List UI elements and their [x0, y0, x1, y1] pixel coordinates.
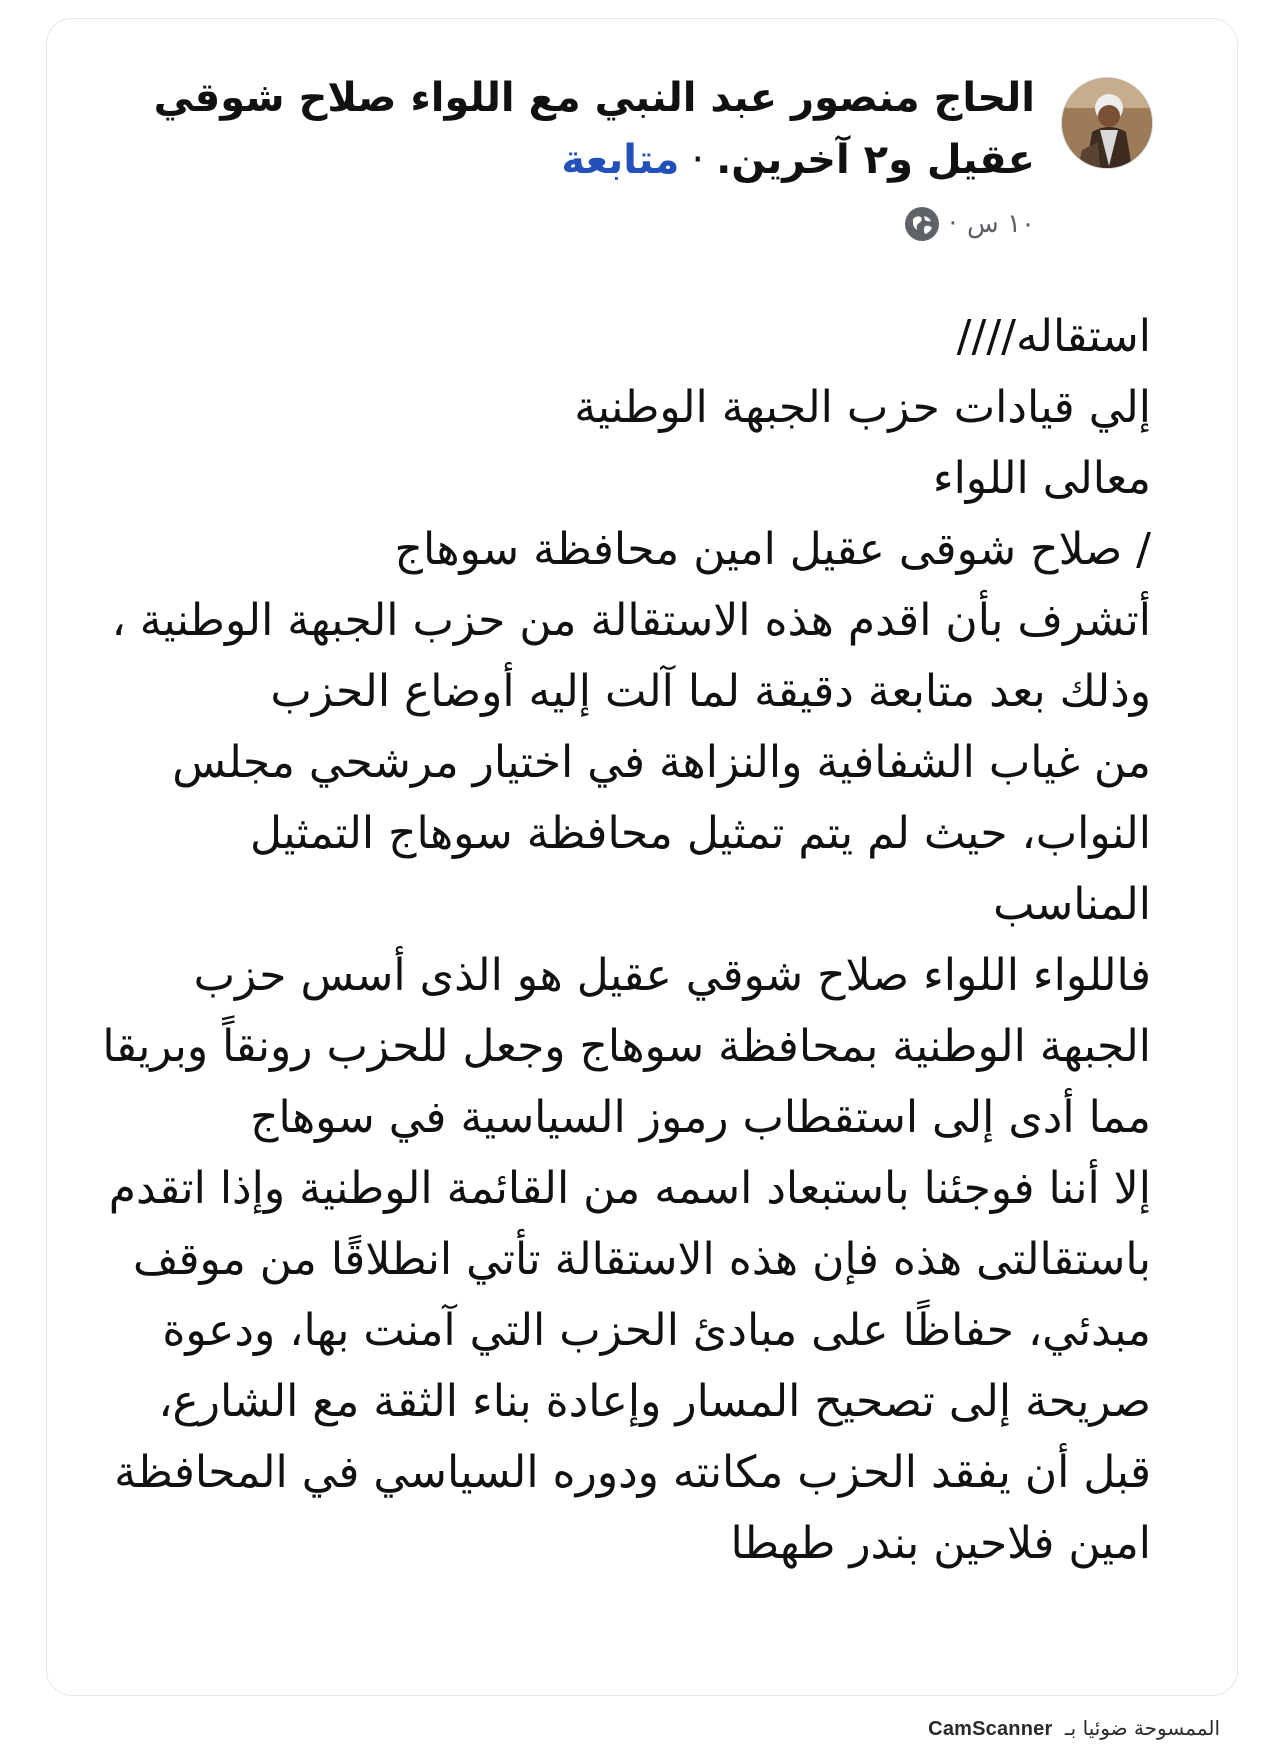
- body-line-7: من غياب الشفافية والنزاهة في اختيار مرشحي مجلس: [172, 737, 1151, 788]
- author-line-2[interactable]: عقيل و٢ آخرين.: [716, 137, 1035, 183]
- body-line-10: فاللواء اللواء صلاح شوقي عقيل هو الذى أسس حزب: [193, 950, 1151, 1001]
- avatar-image: [1062, 78, 1152, 168]
- body-line-4: / صلاح شوقى عقيل امين محافظة سوهاج: [394, 524, 1151, 575]
- post-body: [102, 301, 1151, 1579]
- post-title: [135, 67, 1035, 191]
- globe-icon[interactable]: [905, 207, 939, 241]
- body-line-3: معالى اللواء: [932, 453, 1151, 504]
- body-line-16: صريحة إلى تصحيح المسار وإعادة بناء الثقة مع الشارع،: [158, 1376, 1151, 1427]
- body-line-2: إلي قيادات حزب الجبهة الوطنية: [574, 382, 1151, 433]
- post-meta: [905, 207, 1035, 241]
- author-line-2-wrap: [135, 129, 1035, 191]
- scanner-footer: [928, 1716, 1220, 1741]
- body-line-8: النواب، حيث لم يتم تمثيل محافظة سوهاج التمثيل: [249, 808, 1151, 859]
- body-line-5: أتشرف بأن اقدم هذه الاستقالة من حزب الجبهة الوطنية ،: [111, 595, 1151, 646]
- meta-separator: ·: [948, 209, 958, 239]
- camscanner-brand: CamScanner: [928, 1718, 1053, 1740]
- body-line-18: امين فلاحين بندر طهطا: [730, 1518, 1151, 1569]
- scanned-label: الممسوحة ضوئيا بـ: [1064, 1716, 1220, 1740]
- body-line-12: مما أدى إلى استقطاب رموز السياسية في سوهاج: [250, 1092, 1151, 1143]
- body-line-15: مبدئي، حفاظًا على مبادئ الحزب التي آمنت بها، ودعوة: [162, 1305, 1151, 1356]
- follow-link[interactable]: متابعة: [561, 137, 680, 183]
- body-line-13: إلا أننا فوجئنا باستبعاد اسمه من القائمة الوطنية وإذا اتقدم: [108, 1163, 1151, 1214]
- body-line-6: وذلك بعد متابعة دقيقة لما آلت إليه أوضاع الحزب: [270, 666, 1151, 717]
- post-header: [153, 49, 1153, 279]
- post-card: [46, 18, 1238, 1696]
- title-separator: ·: [691, 137, 705, 183]
- author-line-1[interactable]: الحاج منصور عبد النبي مع اللواء صلاح شوقي: [153, 75, 1035, 121]
- body-line-9: المناسب: [993, 879, 1151, 930]
- body-line-14: باستقالتى هذه فإن هذه الاستقالة تأتي انطلاقًا من موقف: [132, 1234, 1151, 1285]
- avatar[interactable]: [1061, 77, 1153, 169]
- body-line-17: قبل أن يفقد الحزب مكانته ودوره السياسي في المحافظة: [114, 1447, 1151, 1498]
- body-line-1: استقاله////: [956, 311, 1151, 362]
- post-timestamp[interactable]: ١٠ س: [967, 209, 1035, 239]
- body-line-11: الجبهة الوطنية بمحافظة سوهاج وجعل للحزب رونقاً وبريقا: [102, 1021, 1151, 1072]
